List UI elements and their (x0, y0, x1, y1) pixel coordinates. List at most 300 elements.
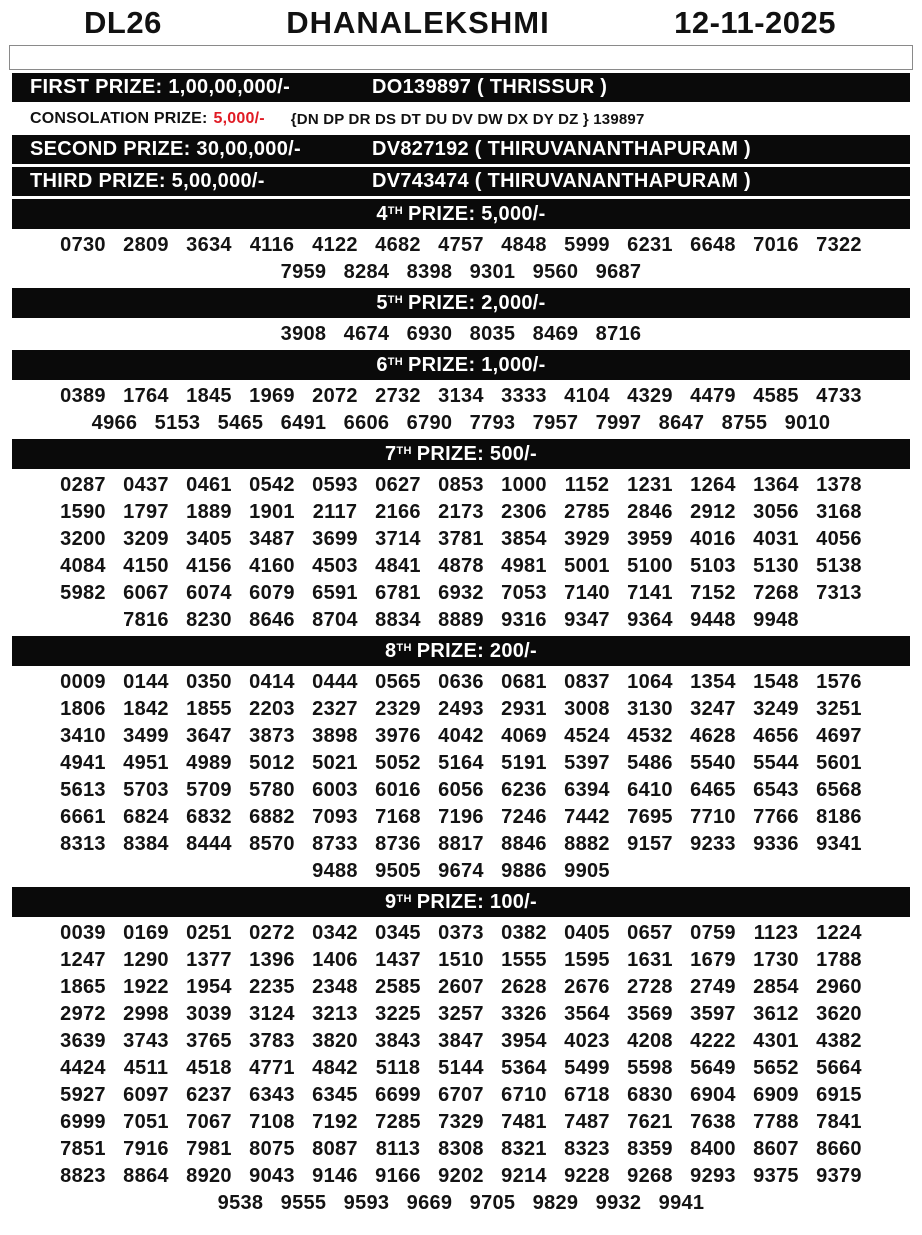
prize-section-title (385, 640, 537, 663)
prize-number: 7793 (469, 412, 516, 434)
prize-number: 7481 (501, 1111, 547, 1133)
prize-number: 8308 (438, 1138, 484, 1160)
prize-number: 1123 (753, 922, 799, 944)
prize-number: 2785 (564, 501, 610, 523)
prize-ordinal-suffix: TH (396, 641, 412, 654)
prize-section (0, 350, 922, 437)
prize-ordinal-suffix: TH (396, 444, 412, 457)
prize-number: 3200 (60, 528, 106, 550)
prize-number: 6067 (123, 582, 169, 604)
prize-number: 6882 (249, 806, 295, 828)
prize-number: 8359 (627, 1138, 673, 1160)
prize-number: 5649 (690, 1057, 736, 1079)
prize-section-header (12, 350, 910, 380)
prize-number: 4150 (123, 555, 169, 577)
prize-number: 5130 (753, 555, 799, 577)
prize-number-grid (28, 232, 894, 286)
prize-number: 9886 (501, 860, 547, 882)
prize-number: 7192 (312, 1111, 358, 1133)
prize-number: 8035 (469, 323, 516, 345)
prize-number: 6568 (816, 779, 862, 801)
prize-number: 6465 (690, 779, 736, 801)
prize-number-grid (28, 383, 894, 437)
prize-number: 3873 (249, 725, 295, 747)
prize-number: 4208 (627, 1030, 673, 1052)
prize-number: 4532 (627, 725, 673, 747)
prize-number: 3854 (501, 528, 547, 550)
prize-number: 0169 (123, 922, 169, 944)
prize-number: 1764 (123, 385, 169, 407)
prize-number: 9233 (690, 833, 736, 855)
prize-number: 2998 (123, 1003, 169, 1025)
prize-number: 5664 (816, 1057, 862, 1079)
prize-number: 2306 (501, 501, 547, 523)
prize-number: 0009 (60, 671, 106, 693)
prize-number: 5927 (60, 1084, 106, 1106)
prize-number: 7051 (123, 1111, 169, 1133)
prize-number: 9941 (658, 1192, 705, 1214)
prize-number: 7268 (753, 582, 799, 604)
prize-number: 1631 (627, 949, 673, 971)
prize-ordinal: 5 (376, 291, 388, 314)
prize-number: 5138 (816, 555, 862, 577)
prize-number: 7053 (501, 582, 547, 604)
prize-number: 1555 (501, 949, 547, 971)
prize-number: 5598 (627, 1057, 673, 1079)
prize-number: 6909 (753, 1084, 799, 1106)
prize-number: 4966 (91, 412, 138, 434)
prize-number: 7710 (690, 806, 736, 828)
prize-number: 1595 (564, 949, 610, 971)
prize-number: 3039 (186, 1003, 232, 1025)
prize-number: 9829 (532, 1192, 579, 1214)
prize-number: 4697 (816, 725, 862, 747)
prize-section-header (12, 887, 910, 917)
prize-number: 3714 (375, 528, 421, 550)
prize-number: 3820 (312, 1030, 358, 1052)
prize-number: 8736 (375, 833, 421, 855)
prize-number: 4479 (690, 385, 736, 407)
prize-amount: PRIZE: 5,000/- (408, 202, 546, 225)
prize-number: 8823 (60, 1165, 106, 1187)
prize-amount: PRIZE: 1,000/- (408, 353, 546, 376)
prize-number: 6231 (627, 234, 673, 256)
prize-number: 0636 (438, 671, 484, 693)
prize-number: 1842 (123, 698, 169, 720)
prize-number: 8817 (438, 833, 484, 855)
prize-number: 4585 (753, 385, 799, 407)
prize-section (0, 439, 922, 634)
prize-number: 8400 (690, 1138, 736, 1160)
prize-number: 4511 (123, 1057, 169, 1079)
prize-number: 4674 (343, 323, 390, 345)
prize-number: 9228 (564, 1165, 610, 1187)
prize-number: 6236 (501, 779, 547, 801)
prize-number: 6824 (123, 806, 169, 828)
prize-number: 9560 (532, 261, 579, 283)
prize-number: 7766 (753, 806, 799, 828)
prize-number: 8882 (564, 833, 610, 855)
prize-number: 9301 (469, 261, 516, 283)
prize-number: 3168 (816, 501, 862, 523)
prize-number: 4104 (564, 385, 610, 407)
prize-number: 4023 (564, 1030, 610, 1052)
prize-number: 9705 (469, 1192, 516, 1214)
prize-number: 0373 (438, 922, 484, 944)
prize-number: 8284 (343, 261, 390, 283)
prize-number: 3124 (249, 1003, 295, 1025)
third-prize-bar (12, 167, 910, 196)
prize-number: 4518 (186, 1057, 232, 1079)
prize-number: 4981 (501, 555, 547, 577)
prize-number: 0414 (249, 671, 295, 693)
prize-amount: PRIZE: 2,000/- (408, 291, 546, 314)
prize-number: 3908 (280, 323, 327, 345)
prize-number: 1364 (753, 474, 799, 496)
prize-number: 8469 (532, 323, 579, 345)
prize-number: 7621 (627, 1111, 673, 1133)
prize-number: 0039 (60, 922, 106, 944)
prize-number: 4069 (501, 725, 547, 747)
prize-section-header (12, 636, 910, 666)
prize-number: 8087 (312, 1138, 358, 1160)
prize-number: 7916 (123, 1138, 169, 1160)
prize-number: 4301 (753, 1030, 799, 1052)
prize-number: 6999 (60, 1111, 106, 1133)
prize-number: 1406 (312, 949, 358, 971)
prize-number: 1679 (690, 949, 736, 971)
lottery-name: DHANALEKSHMI (286, 5, 550, 40)
prize-number: 1797 (123, 501, 169, 523)
prize-number: 0542 (249, 474, 295, 496)
prize-number: 8834 (375, 609, 421, 631)
prize-number: 4989 (186, 752, 232, 774)
prize-number: 6543 (753, 779, 799, 801)
prize-number: 3843 (375, 1030, 421, 1052)
prize-number: 0565 (375, 671, 421, 693)
prize-number: 2166 (375, 501, 421, 523)
prize-number: 8646 (249, 609, 295, 631)
prize-section-header (12, 199, 910, 229)
prize-number: 4042 (438, 725, 484, 747)
prize-ordinal-suffix: TH (387, 204, 404, 217)
prize-number: 3251 (816, 698, 862, 720)
prize-number: 3249 (753, 698, 799, 720)
prize-ordinal-suffix: TH (387, 355, 404, 368)
prize-number: 7196 (438, 806, 484, 828)
prize-number: 9448 (690, 609, 736, 631)
prize-number: 3405 (186, 528, 232, 550)
prize-number: 8864 (123, 1165, 169, 1187)
prize-ordinal-suffix: TH (396, 892, 412, 905)
prize-number: 0837 (564, 671, 610, 693)
prize-number: 4656 (753, 725, 799, 747)
prize-number: 7981 (186, 1138, 232, 1160)
prize-number: 3499 (123, 725, 169, 747)
prize-number: 4841 (375, 555, 421, 577)
prize-number: 0389 (60, 385, 106, 407)
prize-number: 4382 (816, 1030, 862, 1052)
prize-number-grid (28, 472, 894, 634)
prize-section-title (376, 354, 545, 377)
second-prize-label: SECOND PRIZE: 30,00,000/- (30, 138, 301, 160)
prize-number: 1510 (438, 949, 484, 971)
prize-number: 0437 (123, 474, 169, 496)
prize-number: 7638 (690, 1111, 736, 1133)
prize-ordinal-suffix: TH (387, 293, 404, 306)
prize-number: 1152 (564, 474, 610, 496)
prize-number: 3213 (312, 1003, 358, 1025)
prize-number: 8755 (721, 412, 768, 434)
prize-number: 1788 (816, 949, 862, 971)
prize-number: 6707 (438, 1084, 484, 1106)
prize-number: 0657 (627, 922, 673, 944)
prize-number: 5397 (564, 752, 610, 774)
prize-number: 9214 (501, 1165, 547, 1187)
prize-number: 5780 (249, 779, 295, 801)
prize-number: 1806 (60, 698, 106, 720)
prize-ordinal: 7 (384, 442, 397, 465)
prize-number: 8846 (501, 833, 547, 855)
prize-number: 2809 (123, 234, 169, 256)
prize-number: 5982 (60, 582, 106, 604)
prize-number: 1377 (186, 949, 232, 971)
prize-number: 1437 (375, 949, 421, 971)
prize-number: 1901 (249, 501, 295, 523)
prize-number: 0593 (312, 474, 358, 496)
prize-number: 8075 (249, 1138, 295, 1160)
prize-number: 1224 (816, 922, 862, 944)
prize-number: 9674 (438, 860, 484, 882)
prize-number: 1590 (60, 501, 106, 523)
prize-number: 9555 (280, 1192, 327, 1214)
prize-number: 8570 (249, 833, 295, 855)
prize-number-grid (28, 321, 894, 348)
prize-number: 6491 (280, 412, 327, 434)
prize-number: 7997 (595, 412, 642, 434)
prize-number: 5601 (816, 752, 862, 774)
prize-section-title (376, 203, 545, 226)
prize-number: 1231 (627, 474, 673, 496)
prize-number: 5709 (186, 779, 232, 801)
prize-number: 5103 (690, 555, 736, 577)
prize-number: 9905 (564, 860, 610, 882)
prize-ordinal: 4 (376, 202, 388, 225)
prize-number: 9157 (627, 833, 673, 855)
prize-number: 8313 (60, 833, 106, 855)
prize-number: 5012 (249, 752, 295, 774)
prize-number: 3781 (438, 528, 484, 550)
prize-number: 9146 (312, 1165, 358, 1187)
prize-number: 7851 (60, 1138, 106, 1160)
prize-section-title (385, 443, 537, 466)
prize-number: 6830 (627, 1084, 673, 1106)
prize-number: 1000 (501, 474, 547, 496)
prize-number: 6606 (343, 412, 390, 434)
prize-number: 7788 (753, 1111, 799, 1133)
prize-number: 6056 (438, 779, 484, 801)
prize-number: 9347 (564, 609, 610, 631)
consolation-series: {DN DP DR DS DT DU DV DW DX DY DZ } 139897 (290, 110, 645, 128)
prize-number: 2912 (690, 501, 736, 523)
prize-number: 3410 (60, 725, 106, 747)
prize-number: 1064 (627, 671, 673, 693)
prize-number: 3783 (249, 1030, 295, 1052)
third-prize-label: THIRD PRIZE: 5,00,000/- (30, 170, 265, 192)
prize-number: 8704 (312, 609, 358, 631)
prize-number: 1889 (186, 501, 232, 523)
prize-number: 3569 (627, 1003, 673, 1025)
prize-number: 5544 (753, 752, 799, 774)
prize-number: 4084 (60, 555, 106, 577)
prize-number: 2072 (312, 385, 358, 407)
prize-number: 5499 (564, 1057, 610, 1079)
prize-number: 3333 (501, 385, 547, 407)
prize-number: 6394 (564, 779, 610, 801)
prize-number: 2327 (312, 698, 358, 720)
prize-number: 9488 (312, 860, 358, 882)
prize-number: 0144 (123, 671, 169, 693)
prize-number: 6410 (627, 779, 673, 801)
prize-number: 9593 (343, 1192, 390, 1214)
prize-number: 6237 (186, 1084, 232, 1106)
prize-section-header (12, 288, 910, 318)
prize-number: 1576 (816, 671, 862, 693)
prize-number: 9010 (784, 412, 831, 434)
prize-number: 9293 (690, 1165, 736, 1187)
prize-number: 4329 (627, 385, 673, 407)
prize-number: 4941 (60, 752, 106, 774)
prize-number: 2728 (627, 976, 673, 998)
prize-number: 7093 (312, 806, 358, 828)
prize-number: 5540 (690, 752, 736, 774)
prize-number: 3209 (123, 528, 169, 550)
prize-number: 3639 (60, 1030, 106, 1052)
prize-number: 9375 (753, 1165, 799, 1187)
prize-number: 4878 (438, 555, 484, 577)
prize-number: 5703 (123, 779, 169, 801)
prize-number: 7285 (375, 1111, 421, 1133)
prize-number: 6591 (312, 582, 358, 604)
prize-amount: PRIZE: 500/- (416, 442, 537, 465)
prize-number: 5153 (154, 412, 201, 434)
prize-number: 0272 (249, 922, 295, 944)
prize-number: 4031 (753, 528, 799, 550)
prize-number: 4056 (816, 528, 862, 550)
prize-number: 6074 (186, 582, 232, 604)
prize-number: 6345 (312, 1084, 358, 1106)
prize-ordinal: 8 (384, 639, 397, 662)
prize-number: 2676 (564, 976, 610, 998)
prize-number: 0730 (60, 234, 106, 256)
prize-number: 3976 (375, 725, 421, 747)
prize-number: 9948 (753, 609, 799, 631)
draw-code: DL26 (84, 5, 162, 40)
prize-number: 8920 (186, 1165, 232, 1187)
prize-number: 5999 (564, 234, 610, 256)
prize-number: 5052 (375, 752, 421, 774)
prize-number: 2628 (501, 976, 547, 998)
prize-number: 2117 (312, 501, 358, 523)
prize-number: 9379 (816, 1165, 862, 1187)
prize-number: 2173 (438, 501, 484, 523)
prize-number: 9505 (375, 860, 421, 882)
prize-number: 1730 (753, 949, 799, 971)
prize-number: 4424 (60, 1057, 106, 1079)
prize-number: 7141 (627, 582, 673, 604)
prize-number: 7246 (501, 806, 547, 828)
prize-section (0, 199, 922, 286)
prize-number: 7329 (438, 1111, 484, 1133)
prize-number: 6699 (375, 1084, 421, 1106)
prize-number: 2348 (312, 976, 358, 998)
prize-number: 2732 (375, 385, 421, 407)
prize-number: 7067 (186, 1111, 232, 1133)
prize-number: 8321 (501, 1138, 547, 1160)
prize-number: 4771 (249, 1057, 295, 1079)
prize-number: 1396 (249, 949, 295, 971)
prize-number: 2203 (249, 698, 295, 720)
prize-number: 0382 (501, 922, 547, 944)
prize-number: 4682 (375, 234, 421, 256)
prize-number: 3247 (690, 698, 736, 720)
prize-number: 5652 (753, 1057, 799, 1079)
prize-number: 7152 (690, 582, 736, 604)
prize-number: 2749 (690, 976, 736, 998)
prize-number: 0461 (186, 474, 232, 496)
prize-number: 3898 (312, 725, 358, 747)
prize-number: 6790 (406, 412, 453, 434)
prize-number: 6003 (312, 779, 358, 801)
prize-number: 0350 (186, 671, 232, 693)
prize-number: 4757 (438, 234, 484, 256)
prize-number: 5100 (627, 555, 673, 577)
prize-number: 3056 (753, 501, 799, 523)
prize-number: 4016 (690, 528, 736, 550)
prize-number: 5021 (312, 752, 358, 774)
prize-section (0, 288, 922, 348)
prize-number: 6079 (249, 582, 295, 604)
prize-number: 8113 (375, 1138, 421, 1160)
prize-number: 1922 (123, 976, 169, 998)
prize-amount: PRIZE: 100/- (416, 890, 537, 913)
prize-number: 6932 (438, 582, 484, 604)
first-prize-winner: DO139897 ( THRISSUR ) (372, 76, 608, 98)
prize-number: 5191 (501, 752, 547, 774)
prize-number: 1845 (186, 385, 232, 407)
prize-number: 3954 (501, 1030, 547, 1052)
prize-number: 6661 (60, 806, 106, 828)
prize-number: 2235 (249, 976, 295, 998)
prize-number: 0287 (60, 474, 106, 496)
prize-number: 8384 (123, 833, 169, 855)
prize-number: 3765 (186, 1030, 232, 1052)
prize-number-grid (28, 920, 894, 1217)
prize-number: 2960 (816, 976, 862, 998)
prize-number: 3847 (438, 1030, 484, 1052)
prize-number: 9043 (249, 1165, 295, 1187)
prize-number: 8647 (658, 412, 705, 434)
prize-ordinal: 6 (376, 353, 388, 376)
prize-number: 2607 (438, 976, 484, 998)
prize-section (0, 887, 922, 1217)
prize-number: 7487 (564, 1111, 610, 1133)
prize-number: 4524 (564, 725, 610, 747)
blank-strip (9, 45, 913, 70)
prize-number: 9268 (627, 1165, 673, 1187)
prize-number: 0627 (375, 474, 421, 496)
prize-number: 3743 (123, 1030, 169, 1052)
